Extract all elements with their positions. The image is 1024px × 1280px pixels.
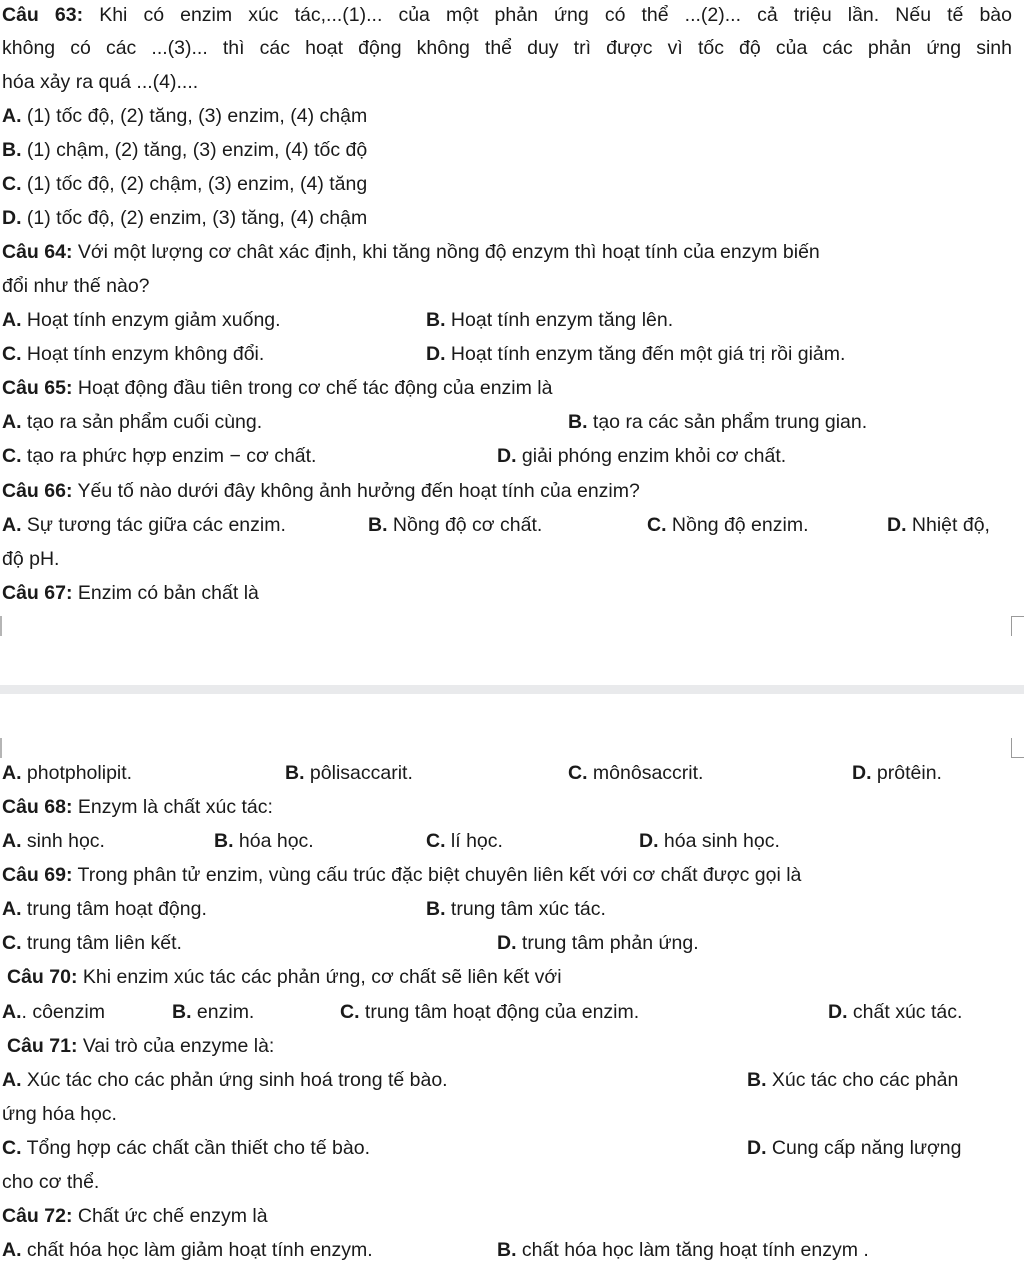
question-66-option-a: A. Sự tương tác giữa các enzim. (2, 514, 286, 536)
question-71-option-a: A. Xúc tác cho các phản ứng sinh hoá trong tế bào. (2, 1069, 448, 1091)
question-72-stem: Câu 72: Chất ức chế enzym là (2, 1205, 268, 1227)
question-70-stem: Câu 70: Khi enzim xúc tác các phản ứng, cơ chất sẽ liên kết với (7, 966, 562, 988)
question-69-option-c: C. trung tâm liên kết. (2, 932, 182, 954)
question-64-options-row-2 (2, 337, 1002, 371)
question-63-line-1: Câu 63: Khi có enzim xúc tác,...(1)... của một phản ứng có thể ...(2)... cả triệu lần. Nếu tế bào (2, 4, 1012, 26)
question-69-option-b: B. trung tâm xúc tác. (426, 898, 606, 920)
question-70-label: Câu 70: (7, 966, 78, 988)
question-69-option-d: D. trung tâm phản ứng. (497, 932, 699, 954)
question-69-label: Câu 69: (2, 864, 73, 886)
question-67-option-d: D. prôtêin. (852, 762, 942, 784)
question-63-option-a: A. (1) tốc độ, (2) tăng, (3) enzim, (4) chậm (2, 105, 368, 127)
question-65-options-row-1 (2, 405, 1002, 439)
question-71-stem: Câu 71: Vai trò của enzyme là: (7, 1035, 275, 1057)
question-64-options-row-1 (2, 303, 1002, 337)
question-67-option-c: C. mônôsaccrit. (568, 762, 704, 784)
question-68-option-d: D. hóa sinh học. (639, 830, 780, 852)
question-65-stem: Câu 65: Hoạt động đầu tiên trong cơ chế tác động của enzim là (2, 377, 553, 399)
question-67-stem: Câu 67: Enzim có bản chất là (2, 582, 259, 604)
question-72-label: Câu 72: (2, 1205, 73, 1227)
question-72-option-b: B. chất hóa học làm tăng hoạt tính enzym . (497, 1239, 869, 1261)
document-page-2 (0, 736, 1024, 1280)
question-67-label: Câu 67: (2, 582, 73, 604)
question-65-options-row-2 (2, 439, 1002, 473)
question-63-option-d: D. (1) tốc độ, (2) enzim, (3) tăng, (4) chậm (2, 207, 368, 229)
question-65-option-a: A. tạo ra sản phẩm cuối cùng. (2, 411, 263, 433)
question-65-label: Câu 65: (2, 377, 73, 399)
question-65-option-c: C. tạo ra phức hợp enzim − cơ chất. (2, 445, 317, 467)
question-68-options-row (2, 824, 1002, 858)
page-corner-mark-top-left (0, 616, 2, 636)
document-page-1 (0, 0, 1024, 612)
question-67-option-a: A. photpholipit. (2, 762, 133, 784)
question-64-option-d: D. Hoạt tính enzym tăng đến một giá trị rồi giảm. (426, 343, 846, 365)
page-corner-mark-top-right (1011, 616, 1024, 636)
question-72-options-row-1 (2, 1233, 1002, 1267)
question-69-stem: Câu 69: Trong phân tử enzim, vùng cấu trúc đặc biệt chuyên liên kết với cơ chất được gọi là (2, 864, 802, 886)
question-64-line-2: đổi như thế nào? (2, 275, 150, 297)
page-separator-band (0, 685, 1024, 694)
question-70-options-row (2, 995, 1002, 1029)
question-72-option-a: A. chất hóa học làm giảm hoạt tính enzym. (2, 1239, 373, 1261)
question-68-option-a: A. sinh học. (2, 830, 105, 852)
question-70-option-d: D. chất xúc tác. (828, 1001, 963, 1023)
question-71-option-d: D. Cung cấp năng lượng (747, 1137, 962, 1159)
question-66-option-b: B. Nồng độ cơ chất. (368, 514, 543, 536)
question-68-option-b: B. hóa học. (214, 830, 314, 852)
question-63-label: Câu 63: (2, 4, 84, 26)
question-71-option-b: B. Xúc tác cho các phản (747, 1069, 959, 1091)
question-67-options-row (2, 756, 1002, 790)
question-70-option-c: C. trung tâm hoạt động của enzim. (340, 1001, 640, 1023)
question-66-options-row (2, 508, 1017, 542)
question-63-line-3: hóa xảy ra quá ...(4).... (2, 71, 199, 93)
question-66-option-c: C. Nồng độ enzim. (647, 514, 809, 536)
question-69-options-row-1 (2, 892, 1002, 926)
question-71-label: Câu 71: (7, 1035, 78, 1057)
question-64-line-1: Câu 64: Với một lượng cơ chât xác định, khi tăng nồng độ enzym thì hoạt tính của enzym biến (2, 241, 820, 263)
question-68-label: Câu 68: (2, 796, 73, 818)
question-63-option-c: C. (1) tốc độ, (2) chậm, (3) enzim, (4) tăng (2, 173, 368, 195)
question-68-stem: Câu 68: Enzym là chất xúc tác: (2, 796, 273, 818)
question-66-label: Câu 66: (2, 480, 73, 502)
question-64-option-b: B. Hoạt tính enzym tăng lên. (426, 309, 674, 331)
question-65-option-d: D. giải phóng enzim khỏi cơ chất. (497, 445, 787, 467)
question-71-options-row-2 (2, 1131, 1017, 1165)
question-66-stem: Câu 66: Yếu tố nào dưới đây không ảnh hưởng đến hoạt tính của enzim? (2, 480, 640, 502)
question-65-option-b: B. tạo ra các sản phẩm trung gian. (568, 411, 868, 433)
question-69-option-a: A. trung tâm hoạt động. (2, 898, 207, 920)
question-71-option-c: C. Tổng hợp các chất cần thiết cho tế bào. (2, 1137, 370, 1159)
question-67-option-b: B. pôlisaccarit. (285, 762, 413, 784)
question-66-option-d-continued: độ pH. (2, 548, 60, 570)
question-71-options-row-1 (2, 1063, 1017, 1097)
question-71-option-d-continued: cho cơ thể. (2, 1171, 100, 1193)
question-64-option-a: A. Hoạt tính enzym giảm xuống. (2, 309, 281, 331)
question-70-option-b: B. enzim. (172, 1001, 255, 1023)
question-71-option-b-continued: ứng hóa học. (2, 1103, 117, 1125)
question-63-option-b: B. (1) chậm, (2) tăng, (3) enzim, (4) tốc độ (2, 139, 368, 161)
question-69-options-row-2 (2, 926, 1002, 960)
page-break (0, 612, 1024, 736)
question-64-option-c: C. Hoạt tính enzym không đổi. (2, 343, 265, 365)
question-66-option-d: D. Nhiệt độ, (887, 514, 990, 536)
question-70-option-a: A.. côenzim (2, 1001, 105, 1023)
question-64-label: Câu 64: (2, 241, 73, 263)
question-63-line-2: không có các ...(3)... thì các hoạt động không thể duy trì được vì tốc độ của các phản ứng sinh (2, 37, 1012, 59)
question-68-option-c: C. lí học. (426, 830, 503, 852)
